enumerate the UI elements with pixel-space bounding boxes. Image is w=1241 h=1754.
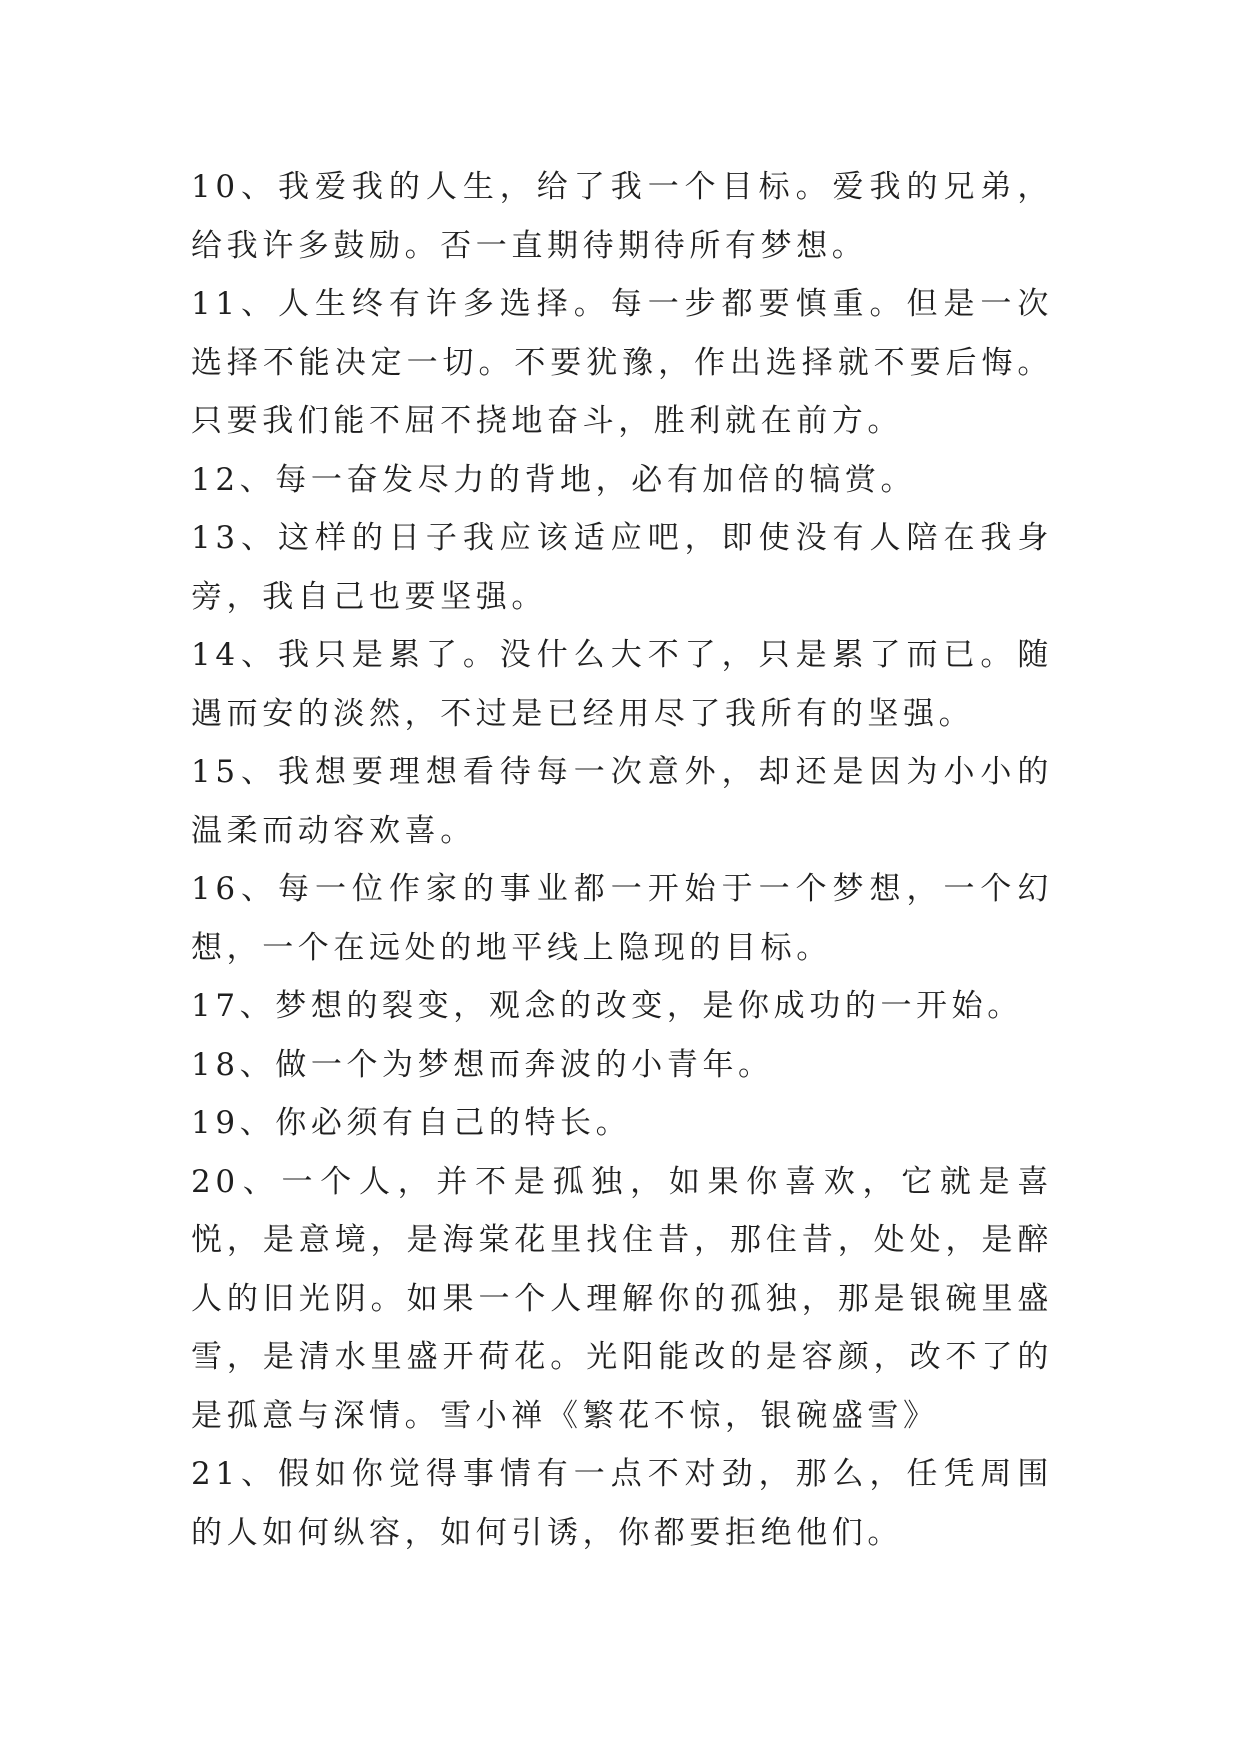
list-item-20: 20、一个人，并不是孤独，如果你喜欢，它就是喜悦，是意境，是海棠花里找住昔，那住昔，处处，是醉人的旧光阴。如果一个人理解你的孤独，那是银碗里盛雪，是清水里盛开荷花。光阳能改的是容颜，改不了的是孤意与深情。雪小禅《繁花不惊，银碗盛雪》: [191, 1163, 1053, 1434]
list-item-12: 12、每一奋发尽力的背地，必有加倍的犒赏。: [191, 461, 917, 498]
list-item-10: 10、我爱我的人生，给了我一个目标。爱我的兄弟，给我许多鼓励。否一直期待期待所有梦想。: [191, 169, 1053, 264]
list-item-21: 21、假如你觉得事情有一点不对劲，那么，任凭周围的人如何纵容，如何引诱，你都要拒绝他们。: [191, 1456, 1053, 1551]
list-item-19: 19、你必须有自己的特长。: [191, 1105, 632, 1141]
list-item-14: 14、我只是累了。没什么大不了，只是累了而已。随遇而安的淡然，不过是已经用尽了我所有的坚强。: [191, 637, 1053, 732]
list-item-18: 18、做一个为梦想而奔波的小青年。: [191, 1046, 774, 1083]
list-item-11: 11、人生终有许多选择。每一步都要慎重。但是一次选择不能决定一切。不要犹豫，作出选择就不要后悔。只要我们能不屈不挠地奋斗，胜利就在前方。: [191, 286, 1053, 439]
list-item-16: 16、每一位作家的事业都一开始于一个梦想，一个幻想，一个在远处的地平线上隐现的目标。: [191, 871, 1053, 966]
list-item-13: 13、这样的日子我应该适应吧，即使没有人陪在我身旁，我自己也要坚强。: [191, 520, 1053, 615]
document-body: [191, 158, 1053, 1562]
list-item-15: 15、我想要理想看待每一次意外，却还是因为小小的温柔而动容欢喜。: [191, 754, 1053, 849]
list-item-17: 17、梦想的裂变，观念的改变，是你成功的一开始。: [191, 988, 1023, 1024]
